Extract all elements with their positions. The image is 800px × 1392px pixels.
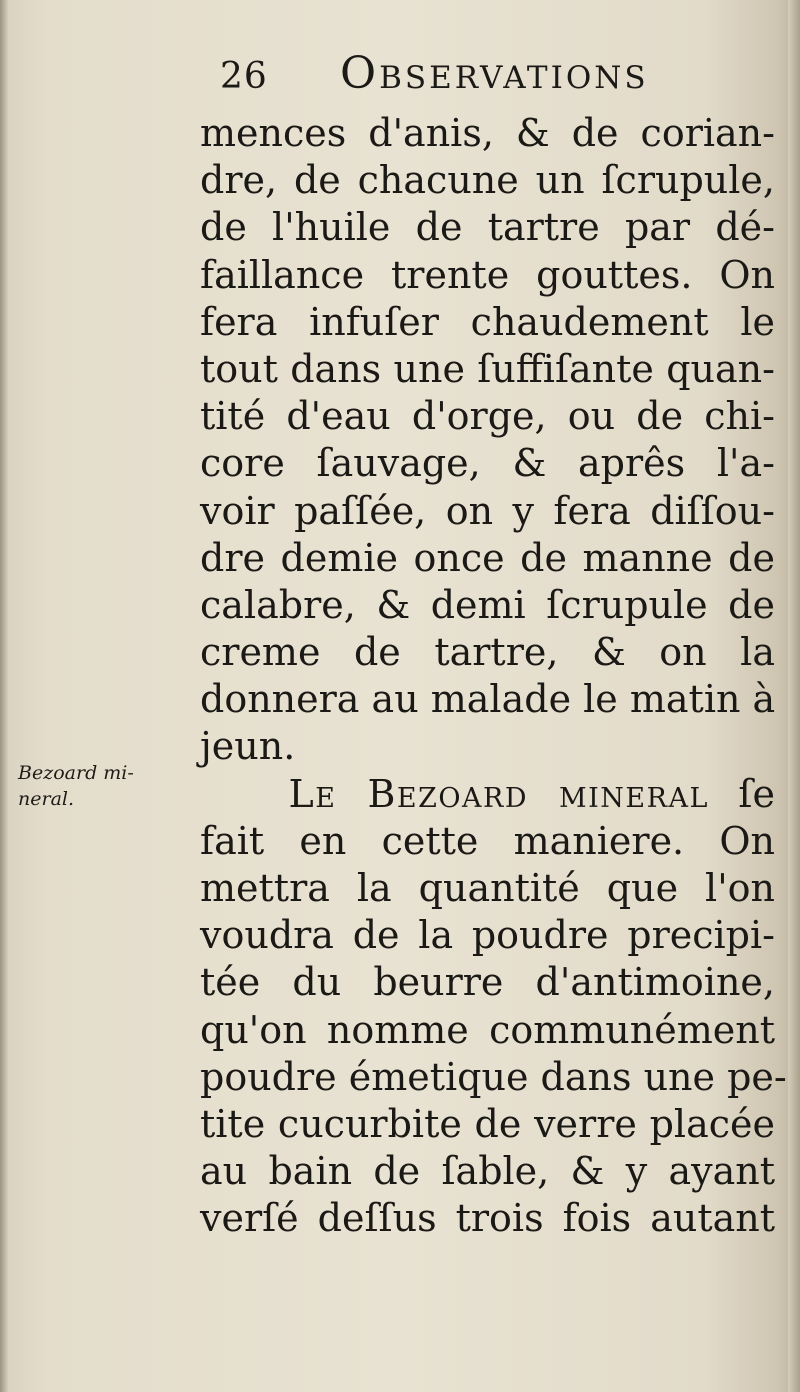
text-line: dre demie once de manne de	[200, 535, 775, 580]
text-line: tout dans une ſuffiſante quan-	[200, 346, 775, 391]
text-line: fait en cette maniere. On	[200, 818, 775, 863]
margin-note	[18, 760, 198, 812]
running-title: Observations	[340, 48, 649, 99]
text-line: jeun.	[200, 724, 296, 769]
text-line: voir paſſée, on y fera diſſou-	[200, 488, 775, 533]
text-line: donnera au malade le matin à	[200, 677, 776, 722]
body-text	[200, 110, 787, 1243]
text-line: tité d'eau d'orge, ou de chi-	[200, 394, 775, 439]
text-line: dre, de chacune un ſcrupule,	[200, 158, 775, 203]
text-line: poudre émetique dans une pe-	[200, 1054, 787, 1099]
text-line: tite cucurbite de verre placée	[200, 1101, 775, 1146]
margin-note-line: Bezoard mi-	[18, 762, 134, 784]
margin-note-line: neral.	[18, 788, 75, 810]
page-header	[200, 48, 780, 108]
text-line: au bain de ſable, & y ayant	[200, 1149, 775, 1194]
text-line: voudra de la poudre precipi-	[200, 913, 775, 958]
heading-continuation: ſe	[738, 771, 775, 816]
text-line: fera infuſer chaudement le	[200, 299, 775, 344]
text-line: tée du beurre d'antimoine,	[200, 960, 775, 1005]
text-line: creme de tartre, & on la	[200, 630, 775, 675]
paragraph-2	[200, 771, 787, 1243]
text-line: verſé deſſus trois fois autant	[200, 1196, 775, 1241]
text-line: calabre, & demi ſcrupule de	[200, 582, 775, 627]
paragraph-1	[200, 110, 775, 771]
text-line: de l'huile de tartre par dé-	[200, 205, 775, 250]
text-line: faillance trente gouttes. On	[200, 252, 775, 297]
text-line: mettra la quantité que l'on	[200, 866, 775, 910]
paragraph-2-first-line	[200, 771, 775, 818]
section-heading: Le Bezoard mineral	[288, 771, 709, 816]
text-line: core ſauvage, & aprês l'a-	[200, 441, 775, 486]
text-line: qu'on nomme communément	[200, 1007, 775, 1052]
text-line: mences d'anis, & de corian-	[200, 111, 775, 155]
page-number: 26	[220, 56, 268, 97]
